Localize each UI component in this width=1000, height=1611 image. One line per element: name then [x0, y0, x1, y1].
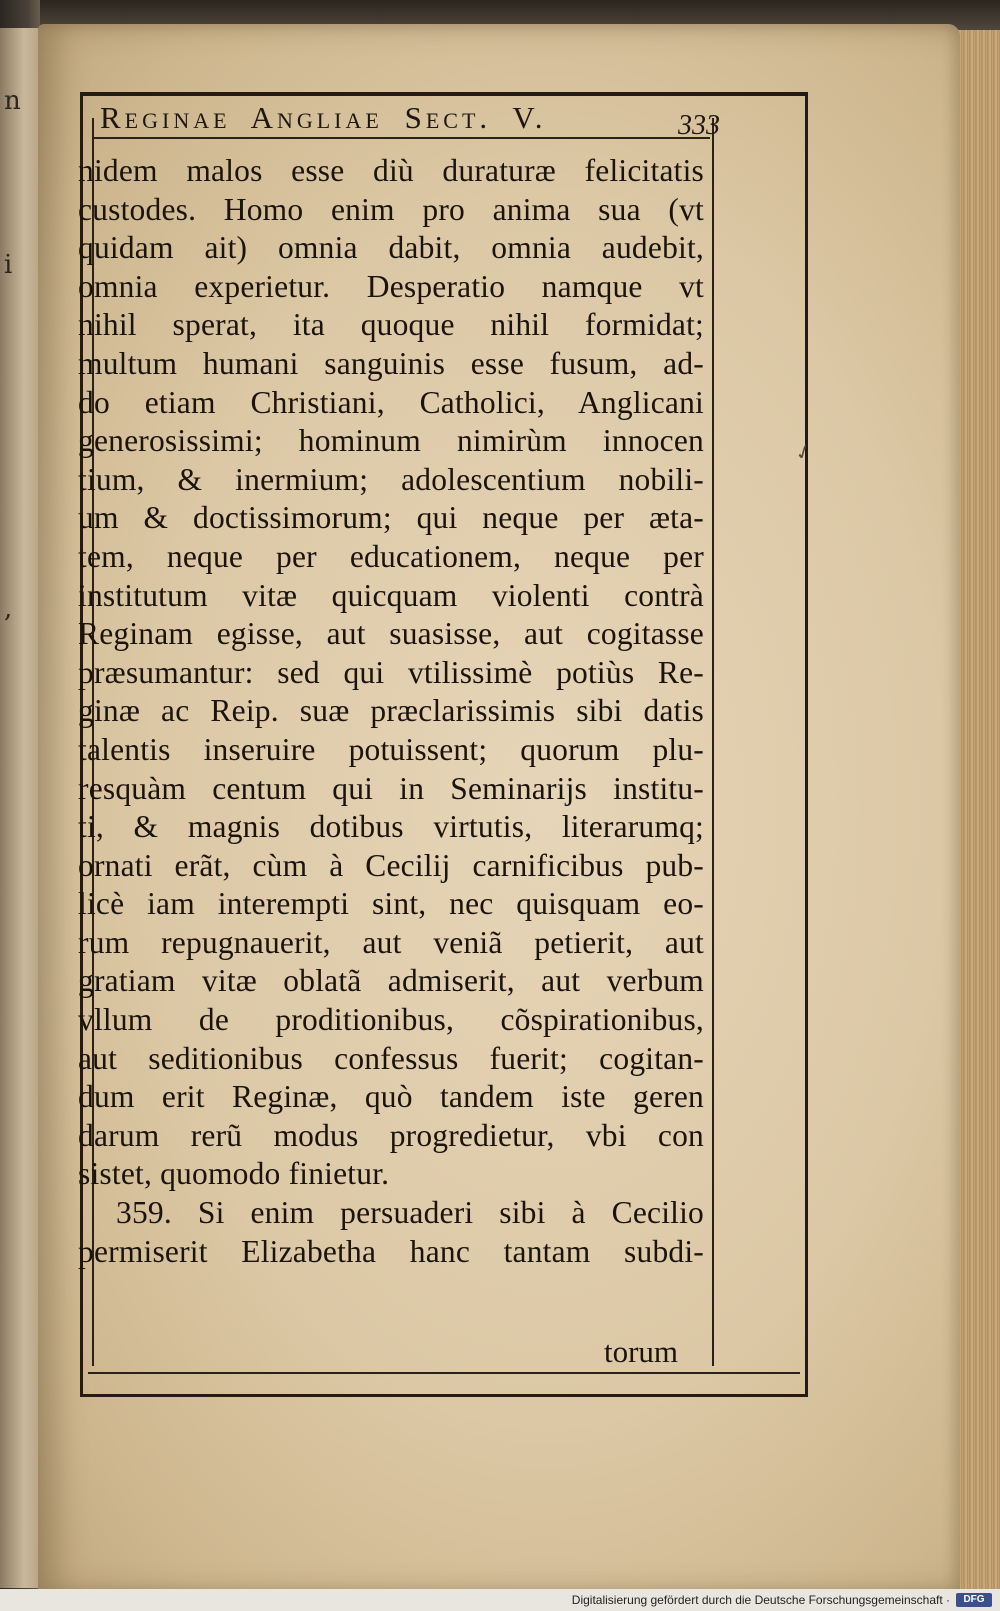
text-line: dum erit Reginæ, quò tandem iste geren: [78, 1079, 704, 1115]
text-line: tem, neque per educationem, neque per: [78, 538, 704, 574]
facing-page-fragment: n: [4, 86, 21, 116]
text-line: tium, & inermium; adolescentium nobili-: [78, 461, 704, 497]
digitization-footer: [0, 1589, 1000, 1611]
text-line: omnia experietur. Desperatio namque vt: [78, 268, 704, 304]
text-line: aut seditionibus confessus fuerit; cogitan-: [78, 1040, 704, 1076]
text-line: rum repugnauerit, aut veniã petierit, aut: [78, 924, 704, 960]
body-text: [78, 152, 704, 1271]
frame-inner-rule-right: [712, 118, 714, 1366]
bottom-rule: [88, 1372, 800, 1374]
text-line: gratiam vitæ oblatã admiserit, aut verbum: [78, 963, 704, 999]
text-line: talentis inseruire potuissent; quorum plu-: [78, 731, 704, 767]
text-line: ti, & magnis dotibus virtutis, literarumq;: [78, 809, 704, 845]
facing-page-edge: [0, 28, 40, 1588]
text-line: licè iam interempti sint, nec quisquam eo-: [78, 886, 704, 922]
text-line: custodes. Homo enim pro anima sua (vt: [78, 191, 704, 227]
page-number: 333: [678, 110, 720, 141]
catchword: torum: [604, 1334, 679, 1369]
text-line: do etiam Christiani, Catholici, Anglicani: [78, 384, 704, 420]
text-line: multum humani sanguinis esse fusum, ad-: [78, 345, 704, 381]
text-line: ornati erãt, cùm à Cecilij carnificibus pub-: [78, 847, 704, 883]
text-line: ginæ ac Reip. suæ præclarissimis sibi datis: [78, 693, 704, 729]
text-line: præsumantur: sed qui vtilissimè potiùs Re-: [78, 654, 704, 690]
text-line: nidem malos esse diù duraturæ felicitatis: [78, 153, 704, 188]
facing-page-fragment: ,: [4, 594, 13, 624]
running-head: Reginae Angliae Sect. V.: [100, 100, 547, 135]
text-line: vllum de proditionibus, cõspirationibus,: [78, 1002, 704, 1038]
dfg-logo: DFG: [956, 1593, 992, 1607]
text-line: sistet, quomodo finietur.: [78, 1156, 390, 1192]
paragraph-start-line: 359. Si enim persuaderi sibi à Cecilio: [116, 1195, 704, 1231]
text-line: generosissimi; hominum nimirùm innocen: [78, 423, 704, 459]
text-line: quidam ait) omnia dabit, omnia audebit,: [78, 230, 704, 266]
text-line: nihil sperat, ita quoque nihil formidat;: [78, 307, 704, 343]
running-head-rule: [94, 137, 710, 139]
funding-credit: Digitalisierung gefördert durch die Deutsche Forschungsgemeinschaft ·: [571, 1593, 950, 1607]
text-line: institutum vitæ quicquam violenti contrà: [78, 577, 704, 613]
margin-mark: ✓: [791, 437, 816, 467]
text-line: resquàm centum qui in Seminarijs institu-: [78, 770, 704, 806]
text-line: permiserit Elizabetha hanc tantam subdi-: [78, 1233, 704, 1269]
text-line: darum rerũ modus progredietur, vbi con: [78, 1117, 704, 1153]
facing-page-fragment: i: [4, 250, 13, 280]
text-line: Reginam egisse, aut suasisse, aut cogitasse: [78, 616, 704, 652]
text-line: um & doctissimorum; qui neque per æta-: [78, 500, 704, 536]
